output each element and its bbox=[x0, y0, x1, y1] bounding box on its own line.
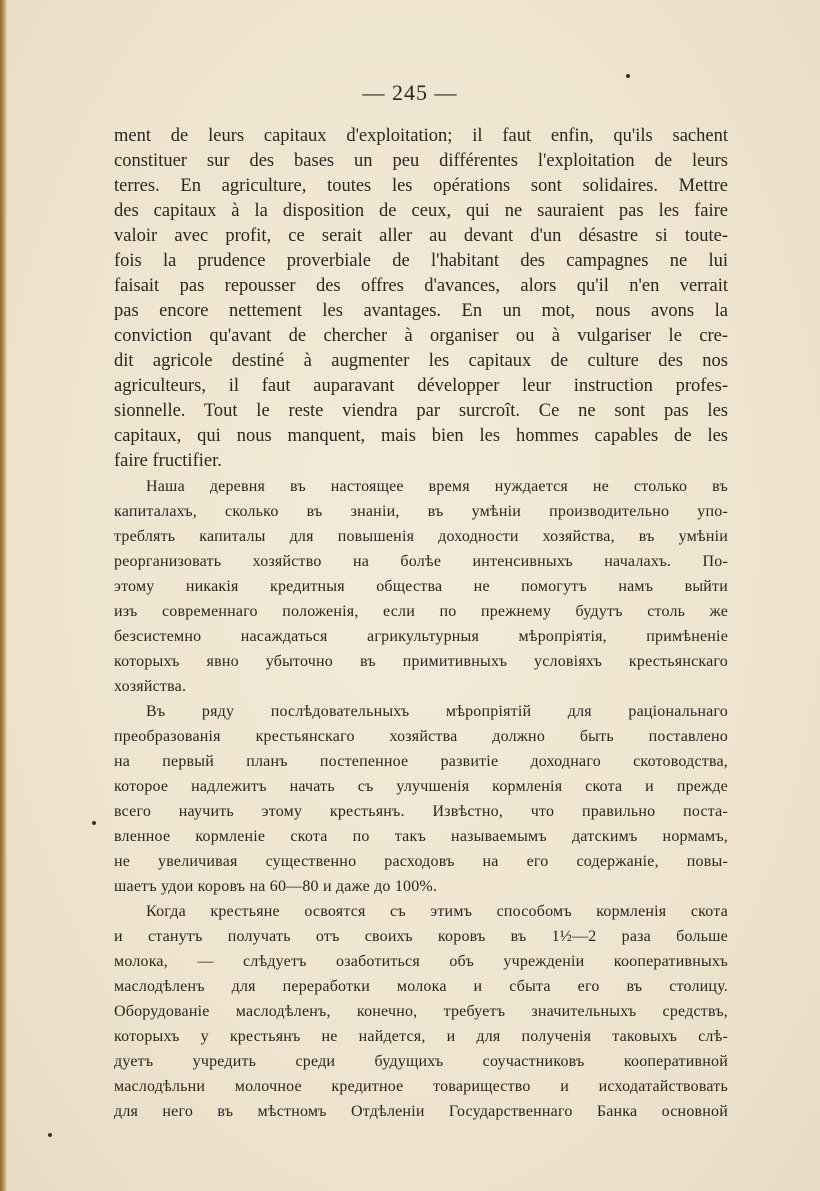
text-line: pas encore nettement les avantages. En un mot, nous avons la bbox=[114, 301, 728, 321]
text-line: всего научить этому крестьянъ. Извѣстно, что правильно поста- bbox=[114, 803, 728, 820]
text-line: ment de leurs capitaux d'exploitation; il faut enfin, qu'ils sachent bbox=[114, 126, 728, 146]
text-line: не увеличивая существенно расходовъ на его содержаніе, повы- bbox=[114, 853, 728, 870]
text-line: этому никакія кредитныя общества не помогутъ намъ выйти bbox=[114, 578, 728, 595]
text-line: реорганизовать хозяйство на болѣе интенсивныхъ началахъ. По- bbox=[114, 553, 728, 570]
page-binding-edge bbox=[0, 0, 7, 1191]
text-line: Оборудованіе маслодѣленъ, конечно, требуетъ значительныхъ средствъ, bbox=[114, 1003, 728, 1020]
text-line: и станутъ получать отъ своихъ коровъ въ 1½—2 раза больше bbox=[114, 928, 728, 945]
text-line: которыхъ у крестьянъ не найдется, и для полученія таковыхъ слѣ- bbox=[114, 1028, 728, 1045]
text-line: изъ современнаго положенія, если по прежнему будутъ столь же bbox=[114, 603, 728, 620]
text-line: dit agricole destiné à augmenter les capitaux de culture des nos bbox=[114, 351, 728, 371]
text-line: valoir avec profit, ce serait aller au devant d'un désastre si toute- bbox=[114, 226, 728, 246]
text-line: вленное кормленіе скота по такъ называемымъ датскимъ нормамъ, bbox=[114, 828, 728, 845]
text-line: маслодѣльни молочное кредитное товарищество и исходатайствовать bbox=[114, 1078, 728, 1095]
text-line: молока, — слѣдуетъ озаботиться объ учрежденіи кооперативныхъ bbox=[114, 953, 728, 970]
text-line: Въ ряду послѣдовательныхъ мѣропріятій для раціональнаго bbox=[146, 703, 728, 720]
text-line: constituer sur des bases un peu différentes l'exploitation de leurs bbox=[114, 151, 728, 171]
text-line: безсистемно насаждаться агрикультурныя мѣропріятія, примѣненіе bbox=[114, 628, 728, 645]
text-line: Наша деревня въ настоящее время нуждается не столько въ bbox=[146, 478, 728, 495]
text-line: conviction qu'avant de chercher à organiser ou à vulgariser le cre- bbox=[114, 326, 728, 346]
print-speck bbox=[48, 1133, 52, 1137]
text-line: des capitaux à la disposition de ceux, qui ne sauraient pas les faire bbox=[114, 201, 728, 221]
text-line: sionnelle. Tout le reste viendra par surcroît. Ce ne sont pas les bbox=[114, 401, 728, 421]
text-line: для него въ мѣстномъ Отдѣленіи Государственнаго Банка основной bbox=[114, 1103, 728, 1120]
print-speck bbox=[92, 821, 96, 825]
text-line: которыхъ явно убыточно въ примитивныхъ условіяхъ крестьянскаго bbox=[114, 653, 728, 670]
text-line: fois la prudence proverbiale de l'habitant des campagnes ne lui bbox=[114, 251, 728, 271]
text-line: капиталахъ, сколько въ знаніи, въ умѣніи производительно упо- bbox=[114, 503, 728, 520]
text-line: маслодѣленъ для переработки молока и сбыта его въ столицу. bbox=[114, 978, 728, 995]
text-line: agriculteurs, il faut auparavant développer leur instruction profes- bbox=[114, 376, 728, 396]
text-line: шаетъ удои коровъ на 60—80 и даже до 100%. bbox=[114, 878, 438, 895]
page-number: — 245 — bbox=[362, 80, 458, 105]
text-line: которое надлежитъ начать съ улучшенія кормленія скота и прежде bbox=[114, 778, 728, 795]
text-line: capitaux, qui nous manquent, mais bien les hommes capables de les bbox=[114, 426, 728, 446]
text-line: дуетъ учредить среди будущихъ соучастниковъ кооперативной bbox=[114, 1053, 728, 1070]
text-line: Когда крестьяне освоятся съ этимъ способомъ кормленія скота bbox=[146, 903, 728, 920]
print-speck bbox=[626, 74, 630, 78]
text-line: треблять капиталы для повышенія доходности хозяйства, въ умѣніи bbox=[114, 528, 728, 545]
text-line: faisait pas repousser des offres d'avances, alors qu'il n'en verrait bbox=[114, 276, 728, 296]
body-text bbox=[114, 124, 728, 1124]
text-line: преобразованія крестьянскаго хозяйства должно быть поставлено bbox=[114, 728, 728, 745]
text-line: на первый планъ постепенное развитіе доходнаго скотоводства, bbox=[114, 753, 728, 770]
text-line: faire fructifier. bbox=[114, 451, 222, 471]
text-line: хозяйства. bbox=[114, 678, 187, 695]
text-line: terres. En agriculture, toutes les opérations sont solidaires. Mettre bbox=[114, 176, 728, 196]
